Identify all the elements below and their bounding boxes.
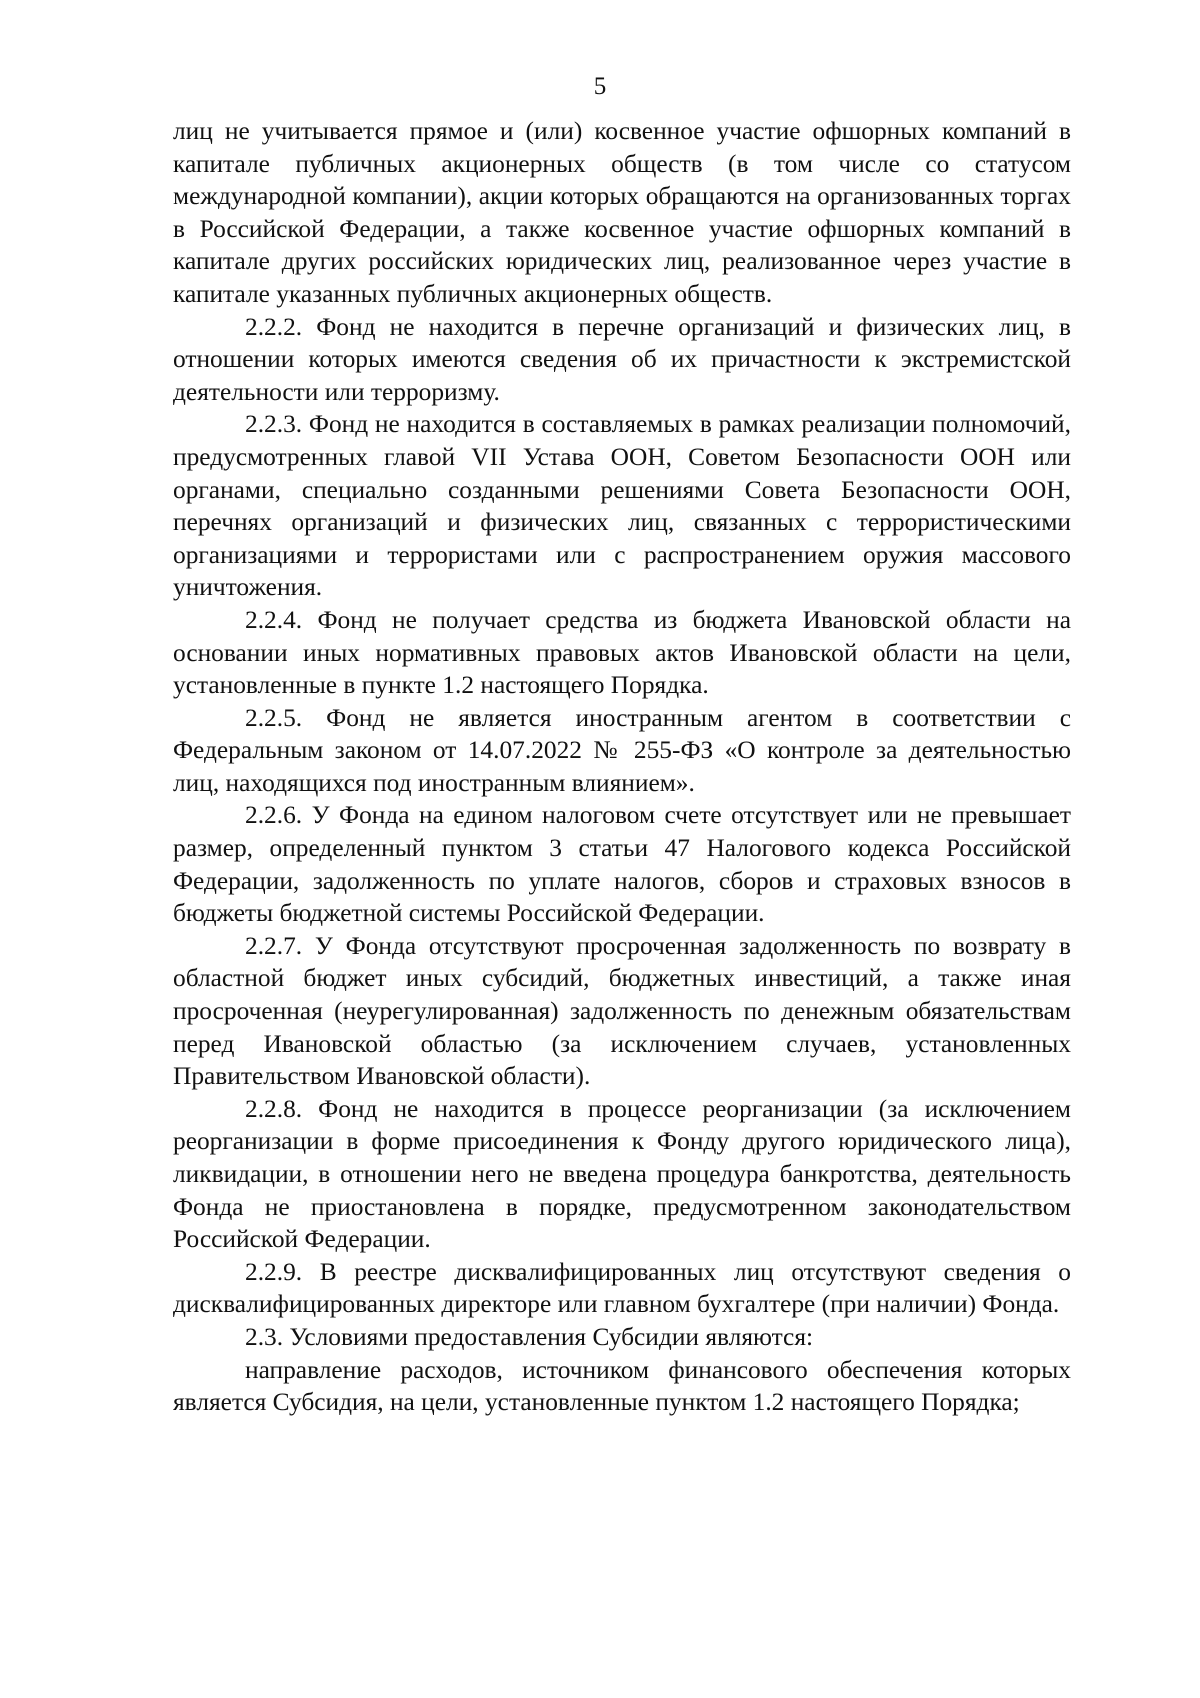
paragraph-condition-item: направление расходов, источником финансового обеспечения которых является Субсидия, на цели, установленные пунктом 1.2 настоящего Порядка; — [173, 1355, 1071, 1417]
paragraph-2-2-3: 2.2.3. Фонд не находится в составляемых в рамках реализации полномочий, предусмотренных главой VII Устава ООН, Советом Безопасности ООН или органами, специально созданными решениями Совета Безопасности ООН, перечнях организаций и физических лиц, связанных с террористическими организациями и террористами или с распространением оружия массового уничтожения. — [173, 410, 1071, 602]
paragraph-2-2-5: 2.2.5. Фонд не является иностранным агентом в соответствии с Федеральным законом от 14.07.2022 № 255-ФЗ «О контроле за деятельностью лиц, находящихся под иностранным влиянием». — [173, 703, 1071, 797]
paragraph-2-2-6: 2.2.6. У Фонда на едином налоговом счете отсутствует или не превышает размер, определенный пунктом 3 статьи 47 Налогового кодекса Российской Федерации, задолженность по уплате налогов, сборов и страховых взносов в бюджеты бюджетной системы Российской Федерации. — [173, 801, 1071, 928]
document-body — [173, 115, 1071, 1419]
paragraph-2-2-8: 2.2.8. Фонд не находится в процессе реорганизации (за исключением реорганизации в форме присоединения к Фонду другого юридического лица), ликвидации, в отношении него не введена процедура банкротства, деятельность Фонда не приостановлена в порядке, предусмотренном законодательством Российской Федерации. — [173, 1094, 1071, 1254]
paragraph-2-2-4: 2.2.4. Фонд не получает средства из бюджета Ивановской области на основании иных нормативных правовых актов Ивановской области на цели, установленные в пункте 1.2 настоящего Порядка. — [173, 605, 1071, 700]
paragraph-2-3: 2.3. Условиями предоставления Субсидии являются: — [245, 1322, 814, 1351]
paragraph-2-2-7: 2.2.7. У Фонда отсутствуют просроченная задолженность по возврату в областной бюджет иных субсидий, бюджетных инвестиций, а также иная просроченная (неурегулированная) задолженность по денежным обязательствам перед Ивановской областью (за исключением случаев, установленных Правительством Ивановской области). — [173, 931, 1071, 1091]
page-number: 5 — [593, 73, 607, 100]
paragraph-2-2-9: 2.2.9. В реестре дисквалифицированных лиц отсутствуют сведения о дисквалифицированных директоре или главном бухгалтере (при наличии) Фонда. — [173, 1257, 1071, 1319]
paragraph-2-2-2: 2.2.2. Фонд не находится в перечне организаций и физических лиц, в отношении которых имеются сведения об их причастности к экстремистской деятельности или терроризму. — [173, 312, 1071, 406]
paragraph-continuation: лиц не учитывается прямое и (или) косвенное участие офшорных компаний в капитале публичных акционерных обществ (в том числе со статусом международной компании), акции которых обращаются на организованных торгах в Российской Федерации, а также косвенное участие офшорных компаний в капитале других российских юридических лиц, реализованное через участие в капитале указанных публичных акционерных обществ. — [173, 117, 1071, 308]
